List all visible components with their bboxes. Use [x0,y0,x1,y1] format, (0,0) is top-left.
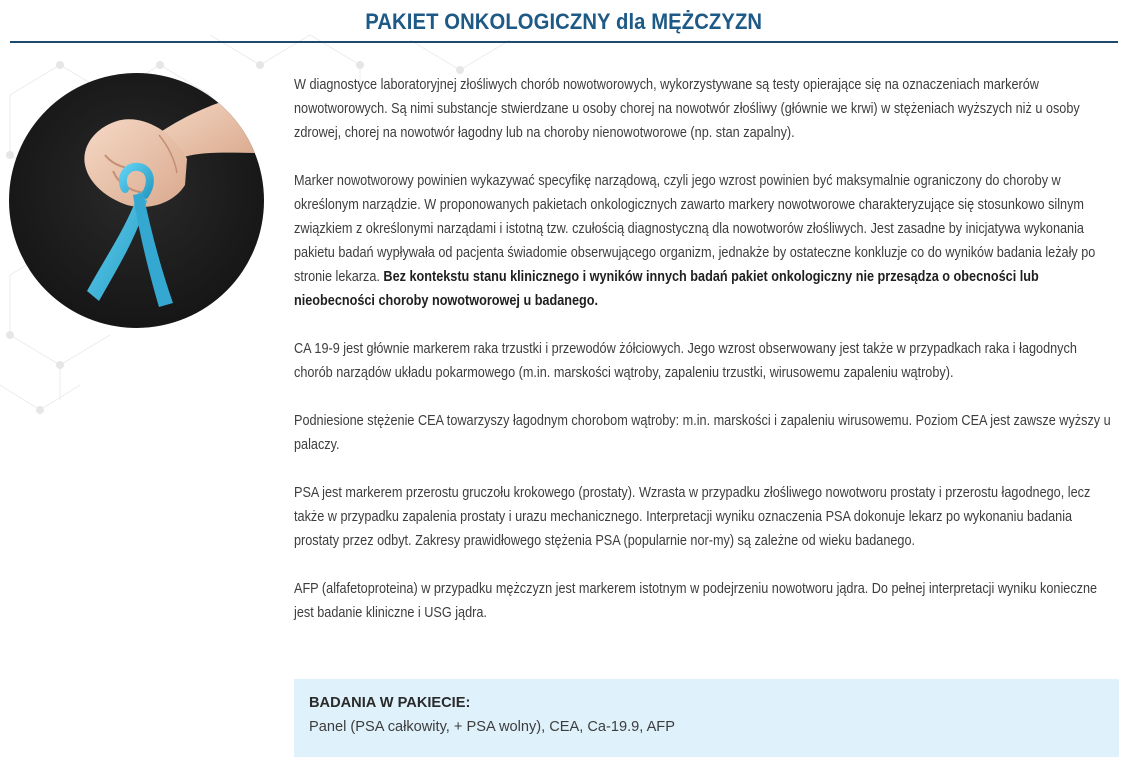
paragraph-marker-specificity-text: Marker nowotworowy powinien wykazywać specyfikę narządową, czyli jego wzrost powinien być maksymalnie ograniczony do choroby w określonym narządzie. W proponowanych pakietach onkologicznych zawarto markery nowotworowe charakteryzujące się stosunkowo silnym związkiem z określonymi narządami i istotną tzw. czułością diagnostyczną dla nowotworów złośliwych. Jest zasadne by inicjatywa wykonania pakietu badań wypływała od pacjenta świadomie obserwującego organizm, jednakże by ostateczne konkluzje co do wyników badania leżały po stronie lekarza. [294,173,1096,285]
package-tests-list: Panel (PSA całkowity, + PSA wolny), CEA, Ca-19.9, AFP [309,719,675,735]
page-title: PAKIET ONKOLOGICZNY dla MĘŻCZYZN [365,9,763,34]
package-tests-label: BADANIA W PAKIECIE: [309,695,471,711]
paragraph-marker-specificity-bold: Bez kontekstu stanu klinicznego i wyników innych badań pakiet onkologiczny nie przesądza o obecności lub nieobecności choroby nowotworowej u badanego. [294,269,1039,309]
package-tests-box [294,679,1119,757]
paragraph-ca19-9: CA 19-9 jest głównie markerem raka trzustki i przewodów żółciowych. Jego wzrost obserwowany jest także w przypadkach raka i łagodnych chorób narządów układu pokarmowego (m.in. marskości wątroby, zapaleniu trzustki, wirusowemu zapaleniu wątroby). [294,341,1077,381]
awareness-ribbon-photo [9,73,264,328]
paragraph-cea: Podniesione stężenie CEA towarzyszy łagodnym chorobom wątroby: m.in. marskości i zapaleniu wirusowemu. Poziom CEA jest zawsze wyższy u palaczy. [294,413,1111,453]
description-text [294,73,1114,625]
paragraph-marker-specificity [294,169,1114,313]
hand-ribbon-illustration [9,73,264,328]
title-bar [10,0,1118,43]
paragraph-intro: W diagnostyce laboratoryjnej złośliwych chorób nowotworowych, wykorzystywane są testy opierające się na oznaczeniach markerów nowotworowych. Są nimi substancje stwierdzane u osoby chorej na nowotwór złośliwy (głównie we krwi) w stężeniach wyższych niż u osoby zdrowej, chorej na nowotwór łagodny lub na choroby nienowotworowe (np. stan zapalny). [294,77,1080,141]
paragraph-afp: AFP (alfafetoproteina) w przypadku mężczyzn jest markerem istotnym w podejrzeniu nowotworu jądra. Do pełnej interpretacji wyniku konieczne jest badanie kliniczne i USG jądra. [294,581,1098,621]
paragraph-psa: PSA jest markerem przerostu gruczołu krokowego (prostaty). Wzrasta w przypadku złośliwego nowotworu prostaty i przerostu łagodnego, lecz także w przypadku zapalenia prostaty i urazu mechanicznego. Interpretacji wyniku oznaczenia PSA dokonuje lekarz po wykonaniu badania prostaty przez odbyt. Zakresy prawidłowego stężenia PSA (popularnie nor-my) są zależne od wieku badanego. [294,485,1091,549]
